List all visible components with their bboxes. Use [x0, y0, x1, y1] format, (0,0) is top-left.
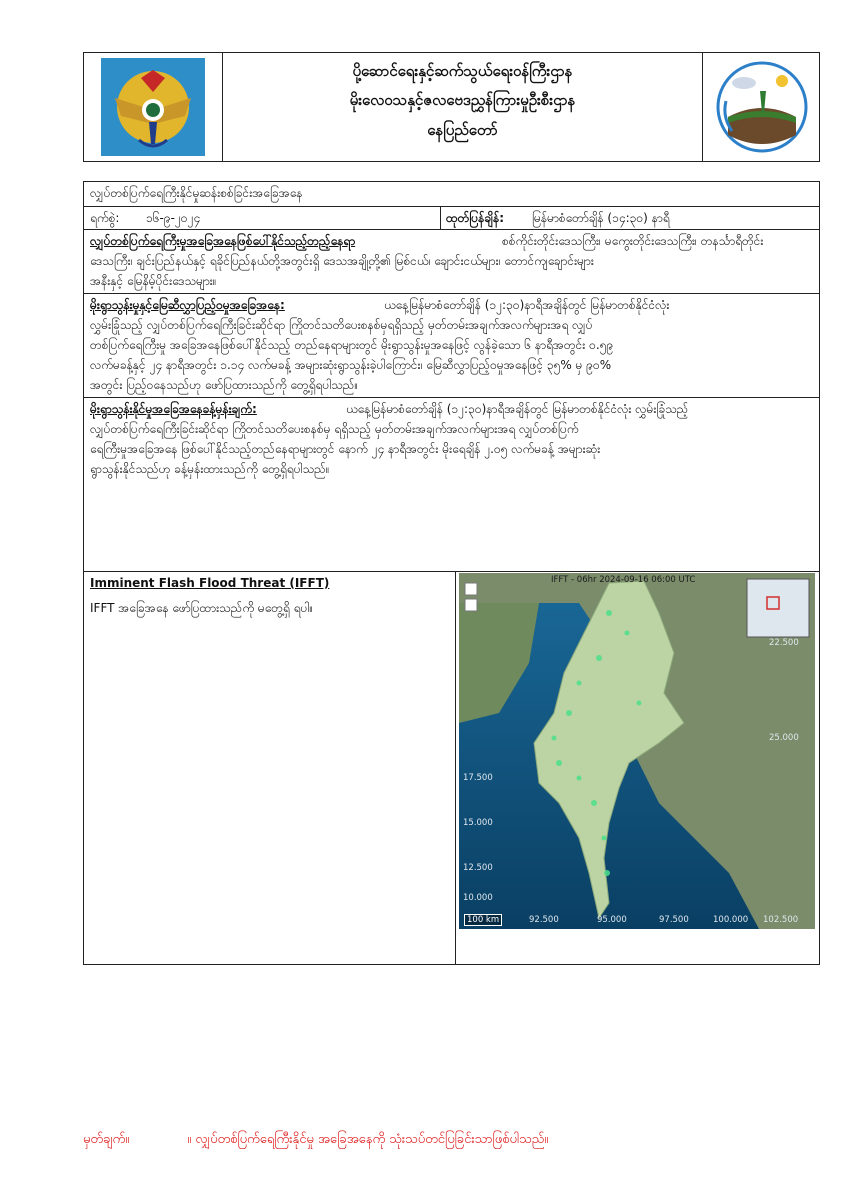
- rain-soil-text: လွှမ်းခြုံသည့် လျှပ်တစ်ပြက်ရေကြီးခြင်းဆိုင်ရာ ကြိုတင်သတိပေးစနစ်မှရရှိသည့် မှတ်တမ်းအချက်အလက်များအရ လျှပ်: [90, 318, 593, 332]
- ministry-name: ပို့ဆောင်ရေးနှင့်ဆက်သွယ်ရေးဝန်ကြီးဌာန: [352, 62, 573, 80]
- map-lat-label: 25.000: [769, 733, 799, 743]
- map-lon-label: 97.500: [659, 915, 689, 925]
- zoom-out-button[interactable]: [465, 599, 477, 611]
- issue-time-label: ထုတ်ပြန်ချိန်:: [446, 211, 505, 225]
- map-lon-label: 100.000: [713, 915, 749, 925]
- map-lat-label: 12.500: [463, 863, 493, 873]
- rain-soil-text: လက်မခန့်နှင့် ၂၄ နာရီအတွင်း ၁.၁၄ လက်မခန့် အများဆုံးရွာသွန်းခဲ့ပါကြောင်း၊ မြေဆီလွှာပြည့်ဝမှုအနေဖြင့် ၃၅% မှ ၉၀%: [90, 358, 612, 372]
- divider: [84, 229, 819, 230]
- bulletin-header: [83, 52, 820, 162]
- date-label: ရက်စွဲ:: [90, 211, 120, 225]
- bulletin-title: လျှပ်တစ်ပြက်ရေကြီးနိုင်မှုဆန်းစစ်ခြင်းအခြေအနေ: [90, 186, 303, 200]
- hydro-cycle-globe-icon: [716, 61, 808, 153]
- footer-note-text: ။ လျှပ်တစ်ပြက်ရေကြီးနိုင်မှု အခြေအနေကို သုံးသပ်တင်ပြခြင်းသာဖြစ်ပါသည်။: [187, 1132, 549, 1147]
- map-lon-label: 92.500: [529, 915, 559, 925]
- rain-soil-text: ယနေ့မြန်မာစံတော်ချိန် (၁၂:၃၀)နာရီအချိန်တွင် မြန်မာတစ်နိုင်ငံလုံး: [384, 298, 670, 312]
- divider: [455, 571, 456, 965]
- map-lon-label: 95.000: [597, 915, 627, 925]
- map-header-text: IFFT - 06hr 2024-09-16 06:00 UTC: [551, 575, 696, 585]
- forecast-text: ယနေ့မြန်မာစံတော်ချိန် (၁၂:၃၀)နာရီအချိန်တွင် မြန်မာတစ်နိုင်ငံလုံး လွှမ်းခြုံသည့်: [346, 402, 689, 416]
- left-logo-cell: [84, 53, 223, 161]
- map-lat-label: 15.000: [463, 818, 493, 828]
- footer-note: [83, 1131, 548, 1150]
- issue-time-value: မြန်မာစံတော်ချိန် (၁၄:၃၀) နာရီ: [532, 211, 670, 225]
- ifft-map: [459, 573, 815, 929]
- map-lon-label: 102.500: [763, 915, 799, 925]
- map-lat-label: 17.500: [463, 773, 493, 783]
- map-lat-label: 10.000: [463, 893, 493, 903]
- risk-areas-text: စစ်ကိုင်းတိုင်းဒေသကြီး၊ မကွေးတိုင်းဒေသကြီး၊ တနင်္သာရီတိုင်း: [502, 234, 764, 248]
- rain-soil-text: တစ်ပြက်ရေကြီးမှု အခြေအနေဖြစ်ပေါ်နိုင်သည့် တည်နေရာများတွင် မိုးရွာသွန်းမှုအနေဖြင့် လွန်ခဲ့သော ၆ နာရီအတွင်း ၀.၅၉: [90, 338, 614, 352]
- date-value: ၁၆-၉-၂၀၂၄: [146, 211, 201, 225]
- footer-note-label: မှတ်ချက်။: [83, 1132, 130, 1147]
- forecast-text: ရွာသွန်းနိုင်သည်ဟု ခန့်မှန်းထားသည်ကို တွေ့ရှိရပါသည်။: [90, 462, 330, 476]
- org-title-block: [223, 53, 702, 161]
- map-scale-bar: 100 km: [464, 914, 502, 926]
- rain-soil-heading: မိုးရွာသွန်းမှုနှင့်မြေဆီလွှာပြည့်ဝမှုအခြေအနေ:: [90, 298, 285, 312]
- divider: [84, 571, 819, 572]
- divider: [440, 206, 441, 229]
- ministry-emblem-icon: [101, 58, 205, 156]
- ifft-status-text: IFFT အခြေအနေ ဖော်ပြထားသည်ကို မတွေ့ရှိ ရပါ။: [90, 601, 314, 615]
- risk-areas-text: အနီးနှင့် မြေနိမ့်ပိုင်းဒေသများ။: [90, 274, 217, 288]
- city-name: နေပြည်တော်: [427, 121, 498, 139]
- ifft-heading: Imminent Flash Flood Threat (IFFT): [90, 576, 330, 590]
- map-lat-label: 22.500: [769, 638, 799, 648]
- overview-map-inset: [747, 579, 809, 637]
- zoom-in-button[interactable]: [465, 583, 477, 595]
- risk-areas-text: ဒေသကြီး၊ ချင်းပြည်နယ်နှင့် ရခိုင်ပြည်နယ်တို့အတွင်းရှိ ဒေသအချို့တို့၏ မြစ်ငယ်၊ ချောင်းငယ်များ၊ တောင်ကျချောင်းများ: [90, 254, 594, 268]
- divider: [84, 206, 819, 207]
- rain-soil-text: အတွင်း ပြည့်ဝနေသည်ဟု ဖော်ပြထားသည်ကို တွေ့ရှိရပါသည်။: [90, 378, 359, 392]
- ifft-map-canvas: [459, 573, 815, 929]
- forecast-text: လျှပ်တစ်ပြက်ရေကြီးခြင်းဆိုင်ရာ ကြိုတင်သတိပေးစနစ်မှ ရရှိသည့် မှတ်တမ်းအချက်အလက်များအရ လျှပ်တစ်ပြက်: [90, 422, 579, 436]
- forecast-heading: မိုးရွာသွန်းနိုင်မှုအခြေအနေခန့်မှန်းချက်:: [90, 402, 257, 416]
- right-logo-cell: [702, 53, 819, 161]
- divider: [84, 397, 819, 398]
- risk-areas-heading: လျှပ်တစ်ပြက်ရေကြီးမှုအခြေအနေဖြစ်ပေါ်နိုင်သည့်တည့်နေရာ: [90, 234, 356, 248]
- department-name: မိုးလေဝသနှင့်ဇလဗေဒညွှန်ကြားမှုဦးစီးဌာန: [349, 91, 576, 109]
- forecast-text: ရေကြီးမှုအခြေအနေ ဖြစ်ပေါ်နိုင်သည့်တည်နေရာများတွင် နောက် ၂၄ နာရီအတွင်း မိုးရေချိန် ၂.၀၅ လက်မခန့် အများဆုံး: [90, 442, 601, 456]
- divider: [84, 293, 819, 294]
